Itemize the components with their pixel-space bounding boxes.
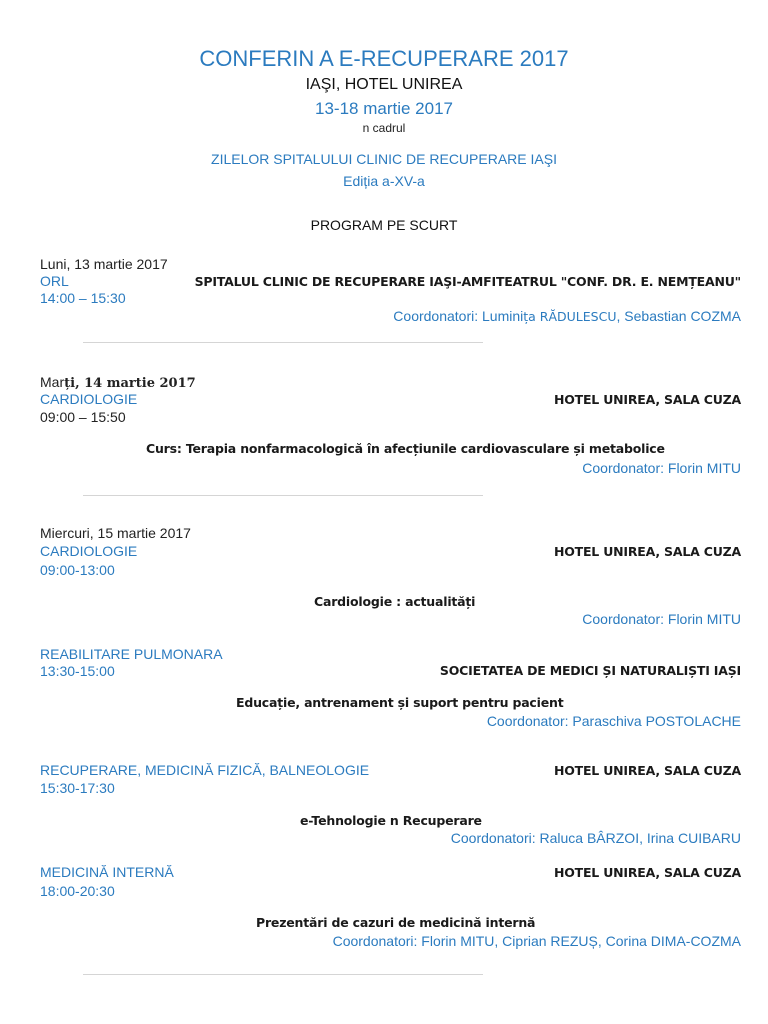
- coordinators-orl-bold: ța RĂDULESCU: [523, 309, 617, 324]
- course-title: Curs: Terapia nonfarmacologică în afecțiunile cardiovasculare și metabolice: [146, 441, 665, 456]
- coordinators-orl-prefix: Coordonatori: Lumini: [393, 308, 524, 324]
- section-orl: ORL: [40, 273, 69, 289]
- time-reabilitare: 13:30-15:00: [40, 663, 115, 679]
- edition: [0, 173, 768, 189]
- coordinators-medicina-interna: Coordonatori: Florin MITU, Ciprian REZUȘ, Corina DIMA-COZMA: [332, 933, 741, 949]
- day-date-tuesday-b: ți, 14 martie 2017: [64, 376, 196, 391]
- section-medicina-interna: MEDICINĂ INTERNĂ: [40, 864, 174, 880]
- conference-title: CONFERIN A E-RECUPERARE 2017: [199, 46, 569, 71]
- section-cardiologie-wed: CARDIOLOGIE: [40, 543, 138, 559]
- coordinators-recuperare: Coordonatori: Raluca BÂRZOI, Irina CUIBARU: [450, 830, 741, 846]
- venue-recuperare: HOTEL UNIREA, SALA CUZA: [553, 763, 741, 778]
- day-date-tuesday-a: Mar: [40, 374, 65, 390]
- edition-prefix: Ediția: [343, 173, 383, 189]
- coordinators-orl-suffix: , Sebastian COZMA: [616, 308, 741, 324]
- section-cardiologie-tue: CARDIOLOGIE: [40, 391, 138, 407]
- topic-cardiologie-wed: Cardiologie : actualități: [314, 594, 476, 609]
- coordinators-orl: [393, 308, 741, 324]
- coordinator-cardiologie-wed: Coordonator: Florin MITU: [582, 611, 741, 627]
- divider: [83, 342, 483, 343]
- divider: [83, 974, 483, 975]
- time-medicina-interna: 18:00-20:30: [40, 883, 115, 899]
- conference-location: IAŞI, HOTEL UNIREA: [305, 76, 463, 93]
- coordinator-reabilitare: Coordonator: Paraschiva POSTOLACHE: [486, 713, 741, 729]
- venue-cardiologie-tue: HOTEL UNIREA, SALA CUZA: [553, 392, 741, 407]
- topic-medicina-interna: Prezentări de cazuri de medicină internă: [256, 915, 536, 930]
- time-orl: 14:00 – 15:30: [40, 290, 126, 306]
- day-date-monday: Luni, 13 martie 2017: [40, 256, 168, 272]
- day-date-tuesday: [40, 374, 196, 391]
- day-date-wednesday: Miercuri, 15 martie 2017: [40, 525, 191, 541]
- coordinator-cardiologie-tue: Coordonator: Florin MITU: [582, 460, 741, 476]
- venue-cardiologie-wed: HOTEL UNIREA, SALA CUZA: [553, 544, 741, 559]
- edition-suffix: a-XV-a: [382, 173, 425, 189]
- conference-dates: 13-18 martie 2017: [315, 99, 453, 118]
- venue-reabilitare: SOCIETATEA DE MEDICI ȘI NATURALIȘTI IAȘI: [439, 663, 741, 678]
- venue-medicina-interna: HOTEL UNIREA, SALA CUZA: [553, 865, 741, 880]
- topic-reabilitare: Educație, antrenament și suport pentru pacient: [236, 695, 564, 710]
- section-reabilitare: REABILITARE PULMONARA: [40, 646, 223, 662]
- venue-orl: SPITALUL CLINIC DE RECUPERARE IAŞI-AMFITEATRUL "CONF. DR. E. NEMȚEANU": [194, 274, 741, 289]
- in-frame-text: n cadrul: [362, 121, 406, 135]
- divider: [83, 495, 483, 496]
- time-cardiologie-tue: 09:00 – 15:50: [40, 409, 126, 425]
- time-cardiologie-wed: 09:00-13:00: [40, 562, 115, 578]
- program-heading: PROGRAM PE SCURT: [310, 217, 458, 233]
- event-name: ZILELOR SPITALULUI CLINIC DE RECUPERARE IAŞI: [211, 151, 557, 167]
- time-recuperare: 15:30-17:30: [40, 780, 115, 796]
- topic-recuperare: e-Tehnologie n Recuperare: [300, 813, 482, 828]
- section-recuperare: RECUPERARE, MEDICINĂ FIZICĂ, BALNEOLOGIE: [40, 762, 370, 778]
